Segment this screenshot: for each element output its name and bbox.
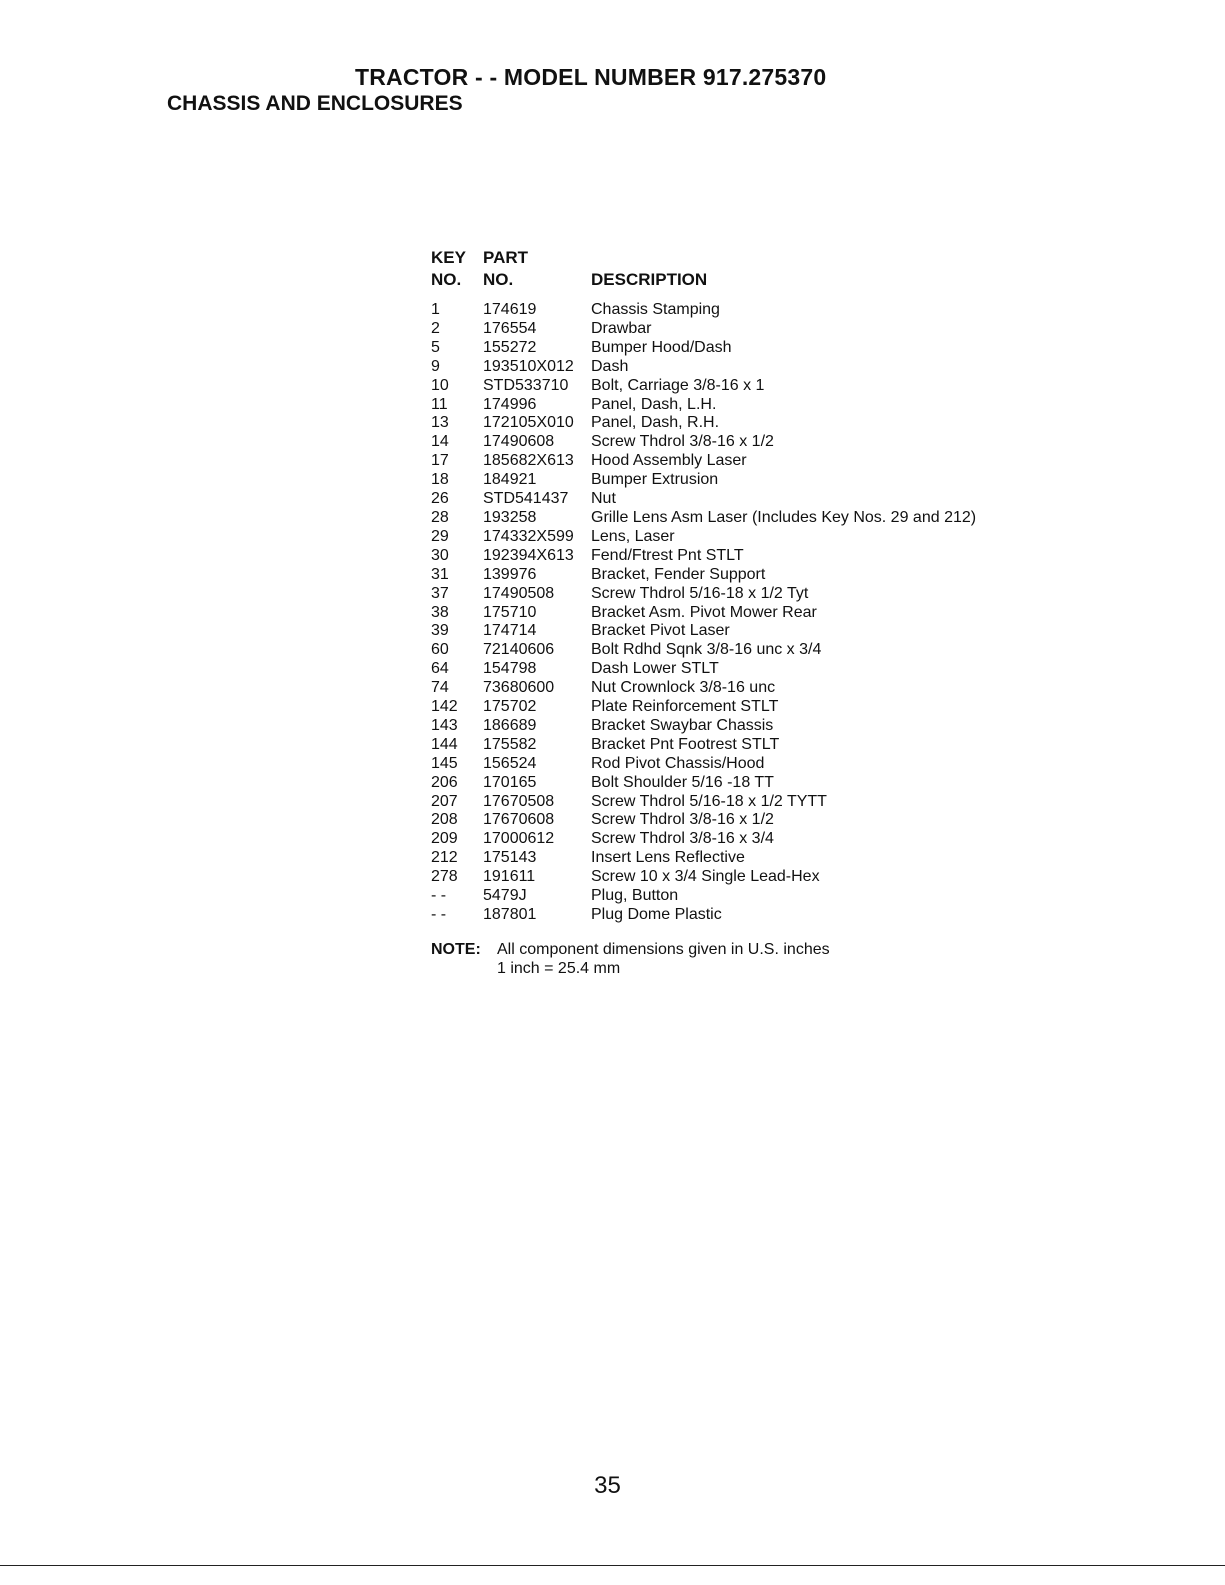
bottom-rule bbox=[0, 1565, 1225, 1566]
key-no-cell: 39 bbox=[431, 622, 449, 640]
part-no-cell: 72140606 bbox=[483, 641, 555, 659]
table-row bbox=[431, 774, 1031, 793]
table-row bbox=[431, 377, 1031, 396]
description-cell: Screw 10 x 3/4 Single Lead-Hex bbox=[591, 868, 820, 886]
part-no-cell: 175582 bbox=[483, 735, 537, 753]
description-cell: Screw Thdrol 5/16-18 x 1/2 Tyt bbox=[591, 584, 809, 602]
page-number: 35 bbox=[594, 1472, 621, 1499]
description-cell: Plug Dome Plastic bbox=[591, 906, 722, 923]
table-row bbox=[431, 887, 1031, 906]
key-no-cell: 13 bbox=[431, 414, 449, 432]
key-no-cell: 64 bbox=[431, 660, 449, 678]
key-no-cell: 10 bbox=[431, 376, 449, 394]
key-no-cell: 5 bbox=[431, 338, 440, 356]
part-no-cell: 156524 bbox=[483, 754, 537, 772]
description-cell: Bolt, Carriage 3/8-16 x 1 bbox=[591, 376, 765, 394]
part-no-cell: 17670508 bbox=[483, 792, 555, 810]
key-no-cell: 2 bbox=[431, 319, 440, 337]
description-cell: Dash bbox=[591, 357, 629, 375]
part-no-cell: 174714 bbox=[483, 622, 537, 640]
table-row bbox=[431, 660, 1031, 679]
part-no-cell: 174332X599 bbox=[483, 527, 574, 545]
key-no-cell: 28 bbox=[431, 508, 449, 526]
table-row bbox=[431, 320, 1031, 339]
table-row bbox=[431, 641, 1031, 660]
description-cell: Chassis Stamping bbox=[591, 301, 720, 318]
description-cell: Bumper Extrusion bbox=[591, 471, 719, 489]
description-cell: Bolt Shoulder 5/16 -18 TT bbox=[591, 773, 774, 791]
table-row bbox=[431, 793, 1031, 812]
table-row bbox=[431, 433, 1031, 452]
part-no-cell: STD533710 bbox=[483, 376, 569, 394]
description-cell: Bracket Pivot Laser bbox=[591, 622, 730, 640]
part-no-cell: 193258 bbox=[483, 508, 537, 526]
description-cell: Fend/Ftrest Pnt STLT bbox=[591, 546, 744, 564]
table-row bbox=[431, 811, 1031, 830]
table-row bbox=[431, 452, 1031, 471]
part-no-cell: 175143 bbox=[483, 849, 537, 867]
key-no-cell: 278 bbox=[431, 868, 458, 886]
part-no-cell: 170165 bbox=[483, 773, 537, 791]
key-no-cell: 207 bbox=[431, 792, 458, 810]
description-cell: Bracket Swaybar Chassis bbox=[591, 716, 774, 734]
part-no-cell: 17490508 bbox=[483, 584, 555, 602]
description-cell: Panel, Dash, R.H. bbox=[591, 414, 720, 432]
description-cell: Plate Reinforcement STLT bbox=[591, 698, 779, 716]
table-row bbox=[431, 509, 1031, 528]
part-no-cell: 154798 bbox=[483, 660, 537, 678]
description-header-text: DESCRIPTION bbox=[591, 270, 708, 289]
key-no-cell: 142 bbox=[431, 698, 458, 716]
table-row bbox=[431, 906, 1031, 925]
part-no-cell: 155272 bbox=[483, 338, 537, 356]
key-no-cell: - - bbox=[431, 887, 447, 905]
part-no-cell: 187801 bbox=[483, 906, 537, 923]
description-cell: Insert Lens Reflective bbox=[591, 849, 745, 867]
part-no-cell: 174619 bbox=[483, 301, 537, 318]
description-cell: Screw Thdrol 3/8-16 x 3/4 bbox=[591, 830, 774, 848]
key-no-cell: 26 bbox=[431, 490, 449, 508]
parts-list-table bbox=[431, 247, 1031, 925]
description-cell: Panel, Dash, L.H. bbox=[591, 395, 717, 413]
table-row bbox=[431, 414, 1031, 433]
part-no-cell: 73680600 bbox=[483, 679, 555, 697]
part-header-line2: NO. bbox=[483, 270, 514, 289]
description-cell: Hood Assembly Laser bbox=[591, 452, 747, 470]
description-cell: Bracket Asm. Pivot Mower Rear bbox=[591, 603, 817, 621]
table-row bbox=[431, 849, 1031, 868]
note-label: NOTE: bbox=[431, 941, 481, 958]
description-cell: Screw Thdrol 3/8-16 x 1/2 bbox=[591, 811, 774, 829]
key-no-cell: 11 bbox=[431, 395, 448, 413]
key-header-line2: NO. bbox=[431, 270, 462, 289]
table-row bbox=[431, 490, 1031, 509]
key-no-cell: 37 bbox=[431, 584, 449, 602]
key-no-cell: 38 bbox=[431, 603, 449, 621]
key-no-cell: 208 bbox=[431, 811, 458, 829]
part-no-cell: 139976 bbox=[483, 565, 537, 583]
key-no-cell: 17 bbox=[431, 452, 449, 470]
table-row bbox=[431, 679, 1031, 698]
note-line1: All component dimensions given in U.S. inches bbox=[497, 941, 830, 958]
table-row bbox=[431, 622, 1031, 641]
key-no-cell: 29 bbox=[431, 527, 449, 545]
description-cell: Nut Crownlock 3/8-16 unc bbox=[591, 679, 776, 697]
part-no-cell: 193510X012 bbox=[483, 357, 574, 375]
description-cell: Bracket Pnt Footrest STLT bbox=[591, 735, 780, 753]
note-block bbox=[431, 940, 830, 978]
key-no-cell: 18 bbox=[431, 471, 449, 489]
key-no-cell: 143 bbox=[431, 716, 458, 734]
key-no-cell: 60 bbox=[431, 641, 449, 659]
description-cell: Rod Pivot Chassis/Hood bbox=[591, 754, 765, 772]
part-no-cell: 184921 bbox=[483, 471, 537, 489]
key-no-cell: 212 bbox=[431, 849, 458, 867]
part-no-cell: 191611 bbox=[483, 868, 536, 886]
key-no-cell: 206 bbox=[431, 773, 458, 791]
part-no-header bbox=[483, 247, 591, 291]
part-no-cell: 17670608 bbox=[483, 811, 555, 829]
table-row bbox=[431, 830, 1031, 849]
part-no-cell: 176554 bbox=[483, 319, 537, 337]
key-no-cell: 14 bbox=[431, 433, 449, 451]
key-no-cell: - - bbox=[431, 906, 447, 923]
description-cell: Screw Thdrol 5/16-18 x 1/2 TYTT bbox=[591, 792, 827, 810]
part-no-cell: 175710 bbox=[483, 603, 537, 621]
table-row bbox=[431, 528, 1031, 547]
part-no-cell: 172105X010 bbox=[483, 414, 574, 432]
part-no-cell: 175702 bbox=[483, 698, 537, 716]
table-row bbox=[431, 868, 1031, 887]
part-no-cell: 5479J bbox=[483, 887, 527, 905]
table-row bbox=[431, 566, 1031, 585]
key-header-line1: KEY bbox=[431, 248, 466, 267]
table-row bbox=[431, 358, 1031, 377]
table-row bbox=[431, 396, 1031, 415]
section-title: CHASSIS AND ENCLOSURES bbox=[167, 92, 463, 115]
note-line2: 1 inch = 25.4 mm bbox=[497, 960, 621, 977]
description-header bbox=[591, 247, 1031, 291]
key-no-cell: 145 bbox=[431, 754, 458, 772]
table-row bbox=[431, 736, 1031, 755]
key-no-cell: 144 bbox=[431, 735, 458, 753]
description-cell: Plug, Button bbox=[591, 887, 679, 905]
key-no-header bbox=[431, 247, 483, 291]
part-no-cell: 17000612 bbox=[483, 830, 555, 848]
description-cell: Grille Lens Asm Laser (Includes Key Nos. 29 and 212) bbox=[591, 508, 977, 526]
page-title: TRACTOR - - MODEL NUMBER 917.275370 bbox=[355, 64, 827, 90]
part-no-cell: 17490608 bbox=[483, 433, 555, 451]
part-no-cell: STD541437 bbox=[483, 490, 569, 508]
description-cell: Bumper Hood/Dash bbox=[591, 338, 732, 356]
key-no-cell: 74 bbox=[431, 679, 449, 697]
description-cell: Bracket, Fender Support bbox=[591, 565, 766, 583]
table-row bbox=[431, 604, 1031, 623]
parts-table-body bbox=[431, 301, 1031, 925]
key-no-cell: 31 bbox=[431, 565, 449, 583]
key-no-cell: 9 bbox=[431, 357, 440, 375]
description-cell: Bolt Rdhd Sqnk 3/8-16 unc x 3/4 bbox=[591, 641, 822, 659]
table-row bbox=[431, 547, 1031, 566]
description-cell: Dash Lower STLT bbox=[591, 660, 719, 678]
description-cell: Drawbar bbox=[591, 319, 652, 337]
part-no-cell: 185682X613 bbox=[483, 452, 574, 470]
key-no-cell: 30 bbox=[431, 546, 449, 564]
table-row bbox=[431, 755, 1031, 774]
key-no-cell: 209 bbox=[431, 830, 458, 848]
key-no-cell: 1 bbox=[431, 301, 440, 318]
table-row bbox=[431, 717, 1031, 736]
table-row bbox=[431, 301, 1031, 320]
table-row bbox=[431, 471, 1031, 490]
table-row bbox=[431, 585, 1031, 604]
part-header-line1: PART bbox=[483, 248, 529, 267]
part-no-cell: 192394X613 bbox=[483, 546, 574, 564]
part-no-cell: 186689 bbox=[483, 716, 537, 734]
table-row bbox=[431, 339, 1031, 358]
parts-table-header bbox=[431, 247, 1031, 301]
description-cell: Screw Thdrol 3/8-16 x 1/2 bbox=[591, 433, 774, 451]
table-row bbox=[431, 698, 1031, 717]
description-cell: Lens, Laser bbox=[591, 527, 675, 545]
description-cell: Nut bbox=[591, 490, 616, 508]
part-no-cell: 174996 bbox=[483, 395, 537, 413]
